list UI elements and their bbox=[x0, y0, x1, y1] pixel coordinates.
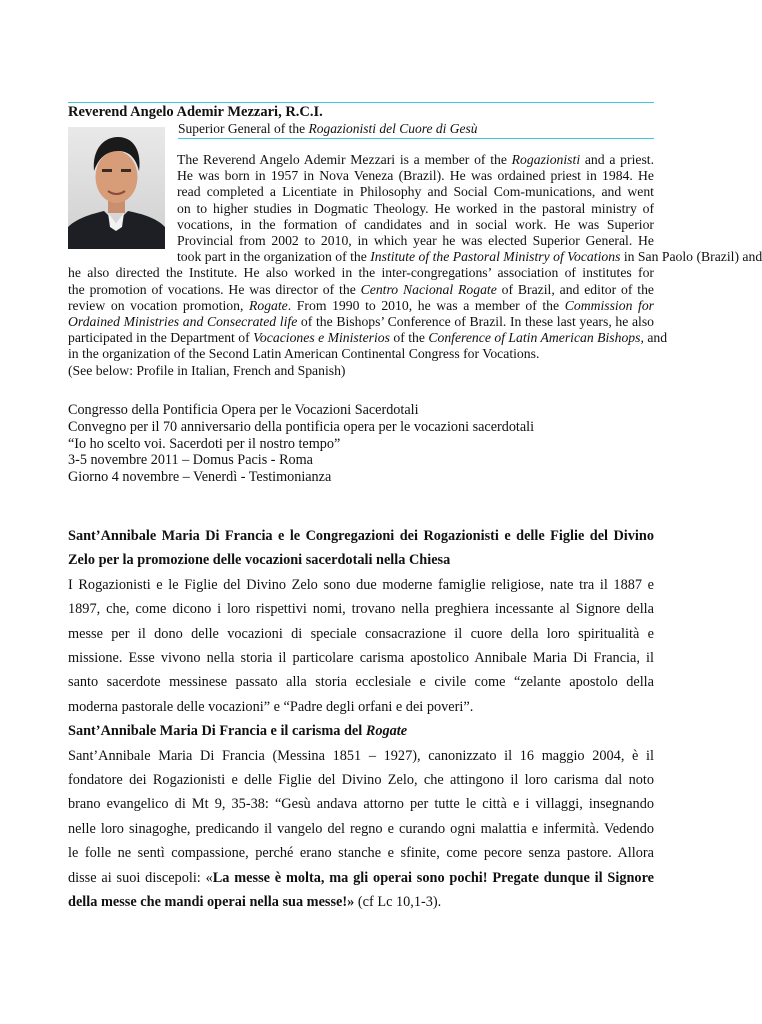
text-segment: He was born in 1957 in Nova Veneza (Brazil). He was ordained priest in 1984. He bbox=[177, 168, 654, 184]
conference-line: Giorno 4 novembre – Venerdì - Testimonianza bbox=[68, 469, 332, 486]
article-body bbox=[68, 524, 654, 915]
text-line bbox=[68, 363, 654, 379]
text-segment: read completed a Licentiate in Philosophy and Social Com-munications, and went bbox=[177, 184, 654, 200]
text-segment: Sant’Annibale Maria Di Francia (Messina 1851 – 1927), canonizzato il 16 maggio 2004, è il bbox=[68, 747, 654, 764]
text-segment: in San Paolo (Brazil) and bbox=[620, 249, 762, 265]
role-prefix: Superior General of the bbox=[178, 121, 309, 136]
text-line bbox=[68, 695, 654, 719]
text-segment: Vocaciones e Ministerios bbox=[253, 330, 390, 346]
conference-line: 3-5 novembre 2011 – Domus Pacis - Roma bbox=[68, 452, 313, 469]
text-line bbox=[68, 792, 654, 816]
text-line bbox=[68, 548, 654, 572]
text-segment: moderna pastorale delle vocazioni” e “Padre degli orfani e dei poveri”. bbox=[68, 698, 474, 715]
author-role bbox=[178, 121, 477, 137]
text-segment: . From 1990 to 2010, he was a member of the bbox=[287, 297, 565, 313]
text-line bbox=[68, 282, 654, 298]
text-line bbox=[68, 330, 668, 346]
text-segment: of Brazil, and editor of the bbox=[496, 281, 654, 297]
text-segment: della messe che mandi operai nella sua messe!» bbox=[68, 894, 355, 911]
text-line bbox=[68, 841, 654, 865]
conference-line: Congresso della Pontificia Opera per le Vocazioni Sacerdotali bbox=[68, 402, 419, 418]
text-line bbox=[68, 768, 654, 792]
text-line bbox=[68, 346, 654, 362]
text-line bbox=[68, 744, 654, 768]
text-segment: disse ai suoi discepoli: « bbox=[68, 869, 213, 886]
text-segment: Sant’Annibale Maria Di Francia e il carisma del bbox=[68, 723, 366, 740]
text-segment: in the organization of the Second Latin American Continental Congress for Vocations. bbox=[68, 346, 540, 362]
text-segment: (See below: Profile in Italian, French and Spanish) bbox=[68, 362, 346, 378]
header-rule-top bbox=[68, 102, 654, 103]
biography bbox=[68, 152, 762, 379]
text-segment: Rogate bbox=[365, 723, 408, 740]
text-segment: the promotion of vocations. He was director of the bbox=[68, 281, 361, 297]
text-line bbox=[68, 265, 654, 281]
text-segment: of the Bishops’ Conference of Brazil. In these last years, he also bbox=[297, 314, 655, 330]
text-line bbox=[68, 573, 654, 597]
text-line bbox=[68, 249, 762, 265]
text-segment: vocations, in the formation of candidates and in social work. He was Superior bbox=[177, 216, 654, 232]
conference-line: “Io ho scelto voi. Sacerdoti per il nostro tempo” bbox=[68, 435, 341, 452]
text-segment: Institute of the Pastoral Ministry of Vocations bbox=[370, 249, 621, 265]
text-segment: le folle ne sentì compassione, perché erano stanche e sfinite, come pecore senza pastore. Allora bbox=[68, 845, 654, 862]
text-segment: participated in the Department of bbox=[68, 330, 254, 346]
text-segment: Provincial from 2002 to 2010, in which year he was elected Superior General. He bbox=[177, 233, 654, 249]
conference-info bbox=[68, 402, 534, 486]
text-line bbox=[68, 866, 654, 890]
text-segment: santo sacerdote messinese passato alla storia ecclesiale e civile come “zelante apostolo della bbox=[68, 674, 654, 691]
text-segment: I Rogazionisti e le Figlie del Divino Zelo sono due moderne famiglie religiose, nate tra il 1887 e bbox=[68, 576, 654, 593]
text-segment: Commission for bbox=[564, 297, 654, 313]
text-segment: Ordained Ministries and Consecrated life bbox=[68, 314, 298, 330]
text-line bbox=[68, 524, 654, 548]
text-line bbox=[68, 597, 654, 621]
text-line bbox=[68, 817, 654, 841]
text-segment: took part in the organization of the bbox=[177, 249, 371, 265]
text-line bbox=[68, 646, 654, 670]
role-italic: Rogazionisti del Cuore di Gesù bbox=[308, 121, 478, 136]
text-line bbox=[68, 719, 654, 743]
text-line bbox=[68, 314, 654, 330]
text-segment: review on vocation promotion, bbox=[68, 297, 249, 313]
text-segment: of the bbox=[389, 330, 429, 346]
header-rule-bottom bbox=[178, 138, 654, 139]
text-segment: brano evangelico di Mt 9, 35-38: “Gesù andava attorno per tutte le città e i villaggi, insegnando bbox=[68, 796, 654, 813]
text-segment: (cf Lc 10,1-3). bbox=[354, 894, 442, 911]
text-segment: he also directed the Institute. He also worked in the inter-congregations’ association of institutes for bbox=[68, 265, 654, 281]
text-segment: fondatore dei Rogazionisti e delle Figlie del Divino Zelo, che attingono il loro carisma dal noto bbox=[68, 772, 654, 789]
author-name: Reverend Angelo Ademir Mezzari, R.C.I. bbox=[68, 104, 323, 120]
text-segment: Zelo per la promozione delle vocazioni sacerdotali nella Chiesa bbox=[68, 552, 451, 569]
text-segment: and bbox=[643, 330, 668, 346]
text-segment: Rogate bbox=[248, 297, 288, 313]
text-segment: and a priest. bbox=[580, 152, 654, 167]
text-segment: nelle loro sinagoghe, predicando il vangelo del regno e curando ogni malattia e infermità. Vedendo bbox=[68, 820, 654, 837]
conference-line: Convegno per il 70 anniversario della pontificia opera per le vocazioni sacerdotali bbox=[68, 418, 535, 435]
text-segment: Centro Nacional Rogate bbox=[360, 281, 497, 297]
text-line bbox=[68, 622, 654, 646]
text-line bbox=[68, 298, 654, 314]
text-segment: Rogazionisti bbox=[511, 152, 581, 167]
text-segment: missione. Esse vivono nella storia il particolare carisma apostolico Annibale Maria Di Francia, il bbox=[68, 650, 654, 667]
text-segment: Sant’Annibale Maria Di Francia e le Congregazioni dei Rogazionisti e delle Figlie del Divino bbox=[68, 528, 654, 544]
text-line bbox=[68, 670, 654, 694]
text-segment: Conference of Latin American Bishops, bbox=[428, 330, 644, 346]
text-segment: on to higher studies in Dogmatic Theology. He worked in the pastoral ministry of bbox=[177, 200, 654, 216]
text-segment: messe per il dono delle vocazioni di speciale consacrazione il cuore della loro spiritualità e bbox=[68, 625, 654, 642]
text-segment: The Reverend Angelo Ademir Mezzari is a member of the bbox=[177, 152, 512, 167]
text-segment: La messe è molta, ma gli operai sono pochi! Pregate dunque il Signore bbox=[212, 869, 655, 886]
text-line bbox=[68, 890, 654, 914]
text-segment: 1897, che, come dicono i loro rispettivi nomi, trovano nella preghiera incessante al Signore della bbox=[68, 601, 654, 618]
